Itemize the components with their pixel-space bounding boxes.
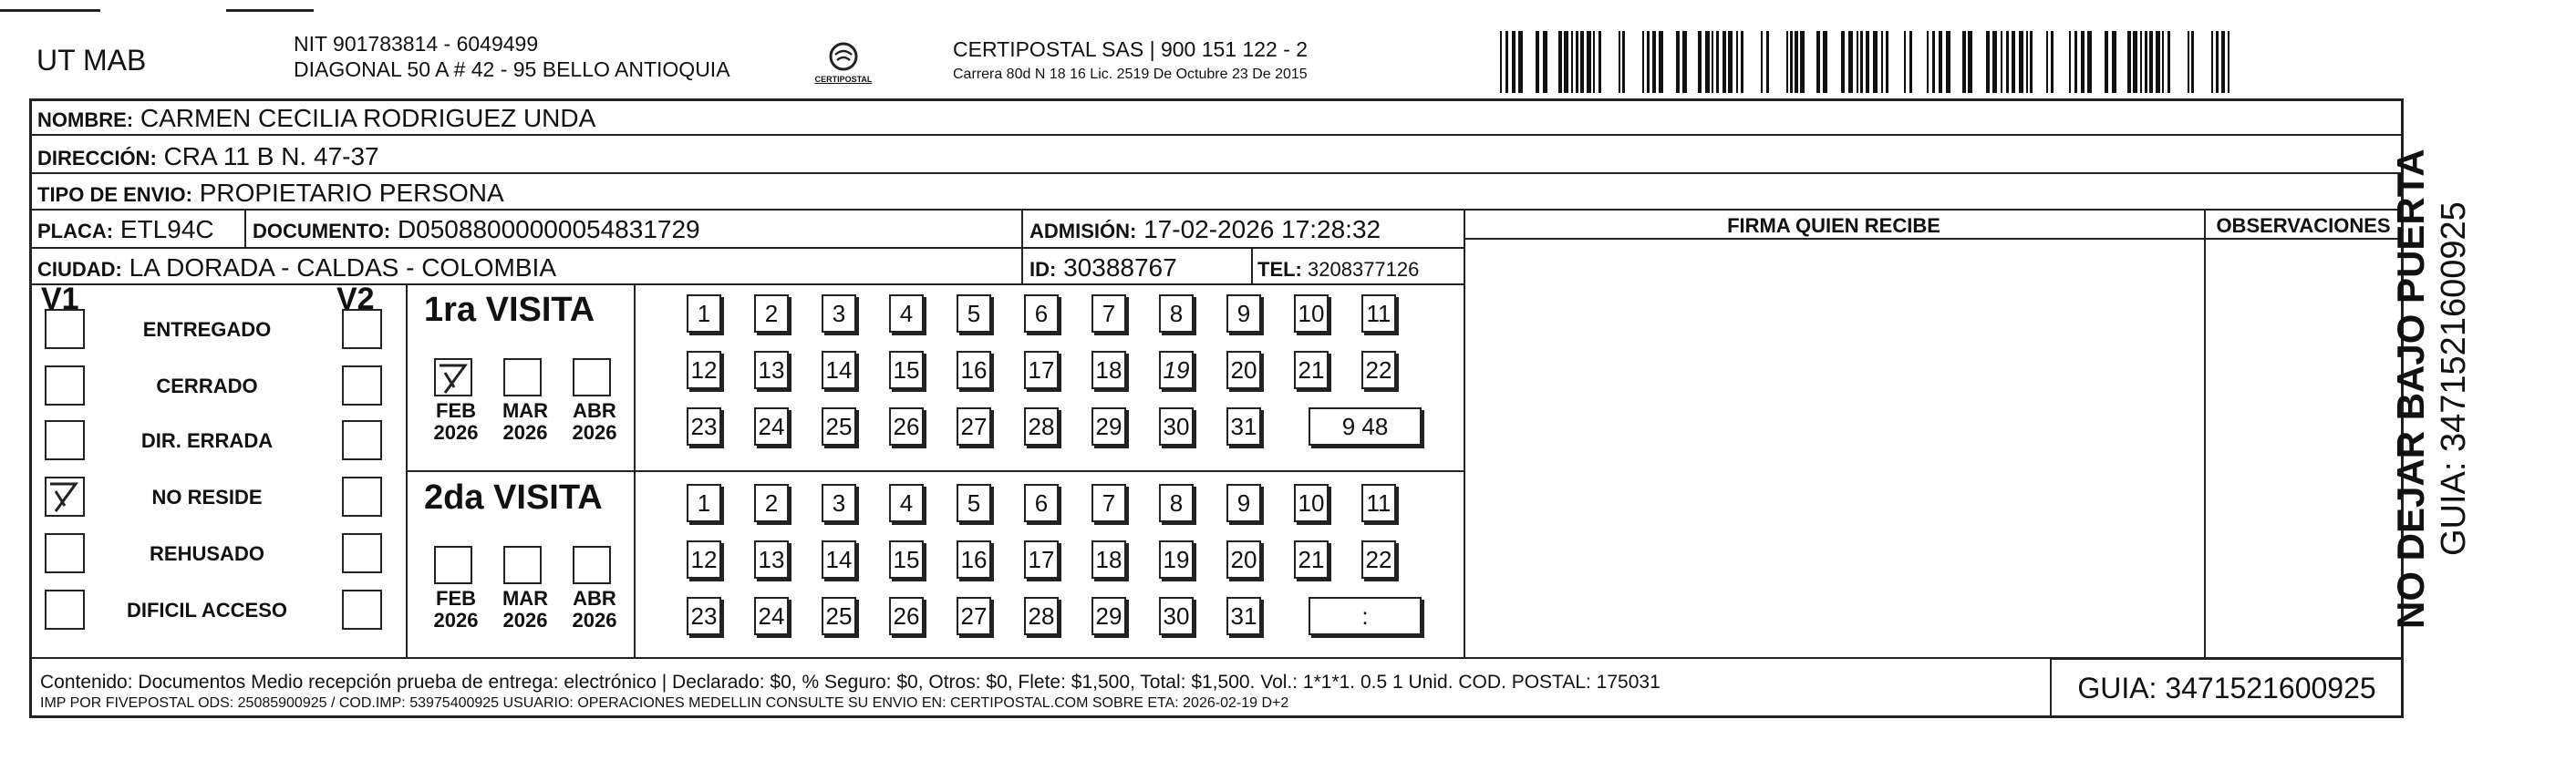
day-box: 1 — [687, 294, 721, 333]
carrier-license: Carrera 80d N 18 16 Lic. 2519 De Octubre 23 De 2015 — [953, 67, 1308, 82]
documento-label: DOCUMENTO: — [253, 220, 391, 242]
day-box: 16 — [957, 540, 991, 579]
ciudad-label: CIUDAD: — [37, 258, 122, 281]
month-checkbox — [503, 546, 542, 584]
day-box: 28 — [1024, 597, 1059, 635]
day-box: 22 — [1361, 540, 1396, 579]
day-box: 6 — [1024, 484, 1059, 522]
row-id — [1029, 254, 1177, 283]
time-box: 9 48 — [1309, 407, 1422, 446]
day-box: 26 — [889, 407, 924, 446]
day-box: 13 — [754, 351, 789, 389]
year-label: 2026 — [572, 609, 617, 632]
company-address: DIAGONAL 50 A # 42 - 95 BELLO ANTIOQUIA — [294, 57, 730, 81]
admision-label: ADMISIÓN: — [1029, 220, 1137, 242]
day-box: 19 — [1159, 540, 1194, 579]
footer-print-info: IMP POR FIVEPOSTAL ODS: 25085900925 / COD.IMP: 53975400925 USUARIO: OPERACIONES MEDELLIN CONSULTE SU ENVIO EN: CERTIPOSTAL.COM SOBRE ETA: 2026-02-19 D+2 — [40, 695, 1289, 711]
day-box: 11 — [1361, 294, 1396, 333]
day-box: 17 — [1024, 351, 1059, 389]
v2-checkbox — [342, 533, 382, 573]
direccion-label: DIRECCIÓN: — [37, 147, 157, 170]
status-option-label: DIR. ERRADA — [140, 429, 274, 452]
day-box: 6 — [1024, 294, 1059, 333]
month-checkbox — [573, 358, 611, 396]
row-tipo — [37, 180, 504, 209]
day-box: 27 — [957, 407, 991, 446]
year-label: 2026 — [502, 609, 548, 632]
day-box: 12 — [687, 540, 721, 579]
day-box: 16 — [957, 351, 991, 389]
day-box: 8 — [1159, 294, 1194, 333]
day-box: 25 — [822, 597, 856, 635]
nombre-value: CARMEN CECILIA RODRIGUEZ UNDA — [140, 104, 596, 132]
month-checkbox — [434, 546, 472, 584]
day-box: 10 — [1294, 294, 1329, 333]
month-label: ABR — [573, 587, 616, 610]
nombre-label: NOMBRE: — [37, 108, 134, 131]
v2-checkbox — [342, 420, 382, 460]
day-box: 14 — [822, 351, 856, 389]
carrier-name: CERTIPOSTAL SAS | 900 151 122 - 2 — [953, 37, 1309, 61]
day-box: 2 — [754, 484, 789, 522]
status-option-label: NO RESIDE — [151, 486, 263, 509]
day-box: 5 — [957, 484, 991, 522]
day-box: 24 — [754, 407, 789, 446]
direccion-value: CRA 11 B N. 47-37 — [163, 142, 379, 170]
year-label: 2026 — [433, 609, 479, 632]
day-box: 14 — [822, 540, 856, 579]
tel-value: 3208377126 — [1308, 258, 1420, 281]
day-box: 2 — [754, 294, 789, 333]
observaciones-header: OBSERVACIONES — [2216, 214, 2391, 237]
day-box: 7 — [1091, 484, 1126, 522]
status-option-label: DIFICIL ACCESO — [126, 599, 287, 622]
day-box: 12 — [687, 351, 721, 389]
barcode — [1500, 31, 2229, 93]
company-name: UT MAB — [36, 44, 147, 77]
day-box: 18 — [1091, 540, 1126, 579]
check-mark-icon — [436, 360, 472, 396]
top-rule-right — [226, 9, 314, 12]
row-tel — [1257, 256, 1419, 283]
company-info — [294, 31, 730, 82]
barcode-bars — [1500, 31, 2229, 93]
day-box: 3 — [822, 294, 856, 333]
time-box: : — [1309, 597, 1422, 635]
v1-checkbox — [45, 533, 85, 573]
certipostal-logo — [802, 35, 885, 98]
id-value: 30388767 — [1063, 253, 1177, 282]
day-box: 30 — [1159, 407, 1194, 446]
v1-checkbox — [45, 590, 85, 630]
v2-checkbox — [342, 309, 382, 349]
month-checkbox — [573, 546, 611, 584]
month-label: ABR — [573, 399, 616, 422]
day-box: 4 — [889, 294, 924, 333]
v1-checkbox — [45, 365, 85, 406]
day-box: 8 — [1159, 484, 1194, 522]
day-box: 28 — [1024, 407, 1059, 446]
day-box: 25 — [822, 407, 856, 446]
day-box: 23 — [687, 597, 721, 635]
day-box: 27 — [957, 597, 991, 635]
documento-value: D05088000000054831729 — [397, 215, 700, 243]
placa-label: PLACA: — [37, 220, 114, 242]
day-box: 4 — [889, 484, 924, 522]
month-label: MAR — [502, 587, 549, 610]
day-box: 10 — [1294, 484, 1329, 522]
company-nit: NIT 901783814 - 6049499 — [294, 32, 539, 56]
day-box: 31 — [1226, 407, 1261, 446]
year-label: 2026 — [502, 421, 548, 444]
day-box: 20 — [1226, 351, 1261, 389]
day-box: 24 — [754, 597, 789, 635]
check-mark-icon — [47, 478, 83, 515]
day-box: 26 — [889, 597, 924, 635]
row-direccion — [37, 143, 379, 172]
row-ciudad — [37, 254, 556, 283]
day-box: 7 — [1091, 294, 1126, 333]
tipo-label: TIPO DE ENVIO: — [37, 183, 192, 206]
day-box: 9 — [1226, 484, 1261, 522]
carrier-info — [953, 36, 1308, 87]
id-label: ID: — [1029, 258, 1057, 281]
day-box: 30 — [1159, 597, 1194, 635]
day-box: 5 — [957, 294, 991, 333]
visit1-title: 1ra VISITA — [424, 291, 595, 329]
day-box: 9 — [1226, 294, 1261, 333]
day-box: 21 — [1294, 351, 1329, 389]
logo-text: CERTIPOSTAL — [814, 75, 873, 84]
day-box: 31 — [1226, 597, 1261, 635]
day-box: 18 — [1091, 351, 1126, 389]
day-box: 29 — [1091, 597, 1126, 635]
day-box: 11 — [1361, 484, 1396, 522]
tel-label: TEL: — [1257, 258, 1302, 281]
status-option-label: ENTREGADO — [142, 318, 272, 341]
v2-checkbox — [342, 477, 382, 517]
visit2-title: 2da VISITA — [424, 478, 603, 517]
day-box: 15 — [889, 540, 924, 579]
year-label: 2026 — [433, 421, 479, 444]
v2-checkbox — [342, 365, 382, 406]
day-box: 17 — [1024, 540, 1059, 579]
v1-checkbox — [45, 420, 85, 460]
v1-checkbox — [45, 309, 85, 349]
firma-header: FIRMA QUIEN RECIBE — [1727, 214, 1940, 237]
month-checkbox — [503, 358, 542, 396]
status-option-label: REHUSADO — [150, 542, 264, 565]
v1-header: V1 — [41, 282, 79, 316]
side-warning: NO DEJAR BAJO PUERTA — [2389, 149, 2432, 629]
row-documento — [253, 216, 700, 245]
day-box: 13 — [754, 540, 789, 579]
top-rule-left — [0, 9, 100, 12]
year-label: 2026 — [572, 421, 617, 444]
month-label: MAR — [502, 399, 549, 422]
day-box: 23 — [687, 407, 721, 446]
status-option-label: CERRADO — [156, 375, 258, 397]
day-box: 22 — [1361, 351, 1396, 389]
v2-checkbox — [342, 590, 382, 630]
footer-contents: Contenido: Documentos Medio recepción prueba de entrega: electrónico | Declarado: $0, % Seguro: $0, Otros: $0, Flete: $1,500, Total: $1,500. Vol.: 1*1*1. 0.5 1 Unid. COD. POSTAL: 175031 — [40, 672, 1660, 693]
admision-value: 17-02-2026 17:28:32 — [1143, 215, 1381, 243]
guia-number: GUIA: 3471521600925 — [2050, 658, 2404, 718]
row-admision — [1029, 216, 1381, 245]
placa-value: ETL94C — [119, 215, 214, 243]
month-checkbox — [434, 358, 472, 396]
tipo-value: PROPIETARIO PERSONA — [199, 179, 504, 207]
day-box: 19 — [1159, 351, 1194, 389]
row-placa — [37, 216, 214, 245]
row-nombre — [37, 105, 595, 134]
day-box: 3 — [822, 484, 856, 522]
ciudad-value: LA DORADA - CALDAS - COLOMBIA — [129, 253, 557, 282]
side-guia: GUIA: 3471521600925 — [2435, 201, 2473, 556]
day-box: 29 — [1091, 407, 1126, 446]
day-box: 20 — [1226, 540, 1261, 579]
day-box: 21 — [1294, 540, 1329, 579]
v1-checkbox — [45, 477, 85, 517]
month-label: FEB — [436, 587, 476, 610]
day-box: 15 — [889, 351, 924, 389]
delivery-form — [29, 98, 2404, 718]
month-label: FEB — [436, 399, 476, 422]
v2-header: V2 — [336, 282, 375, 316]
day-box: 1 — [687, 484, 721, 522]
